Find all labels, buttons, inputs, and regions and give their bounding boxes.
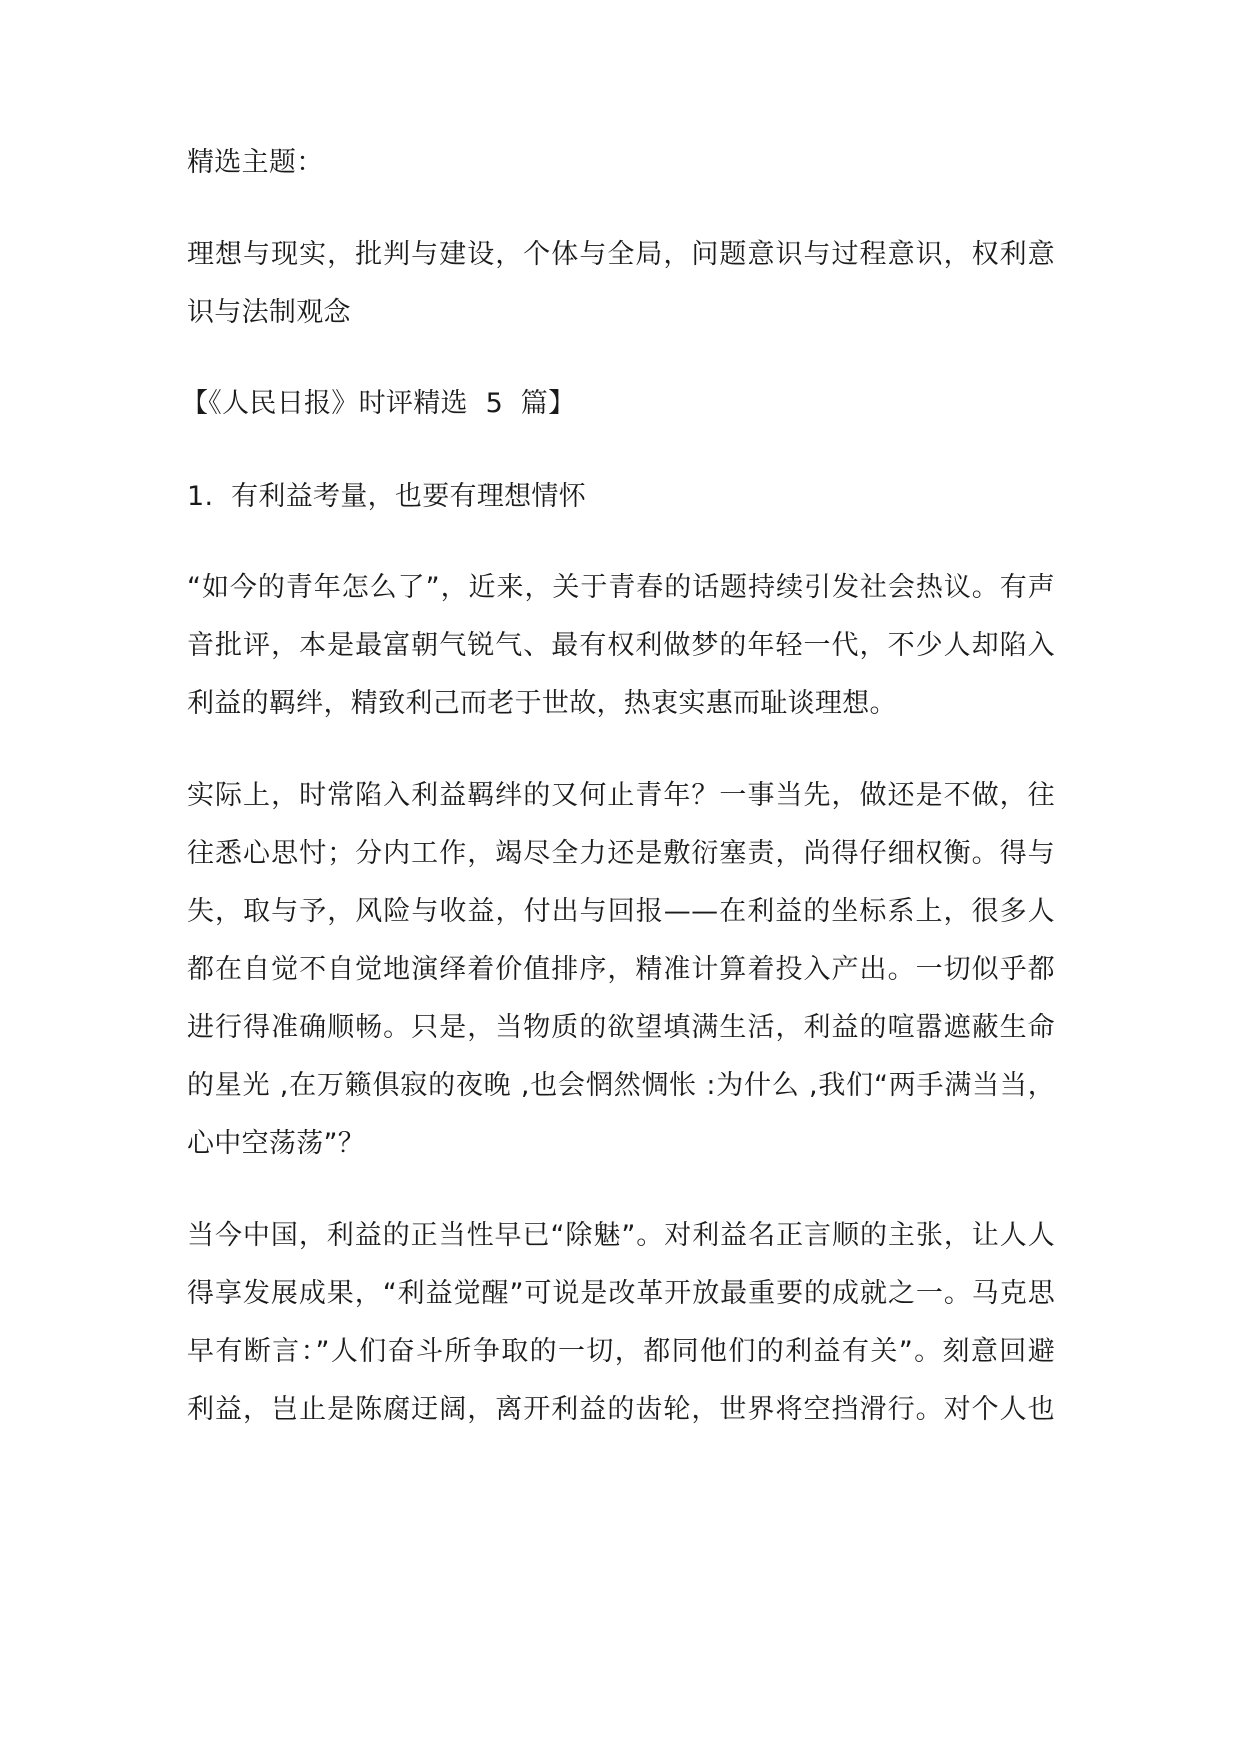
paragraph-2-line-3: 失，取与予，风险与收益，付出与回报——在利益的坐标系上，很多人 <box>187 896 1055 927</box>
paragraph-2-line-6: 的星光 ,在万籁俱寂的夜晚 ,也会惘然惆怅 :为什么 ,我们“两手满当当， <box>187 1070 1055 1101</box>
paragraph-2-line-5: 进行得准确顺畅。只是，当物质的欲望填满生活，利益的喧嚣遮蔽生命 <box>187 1012 1055 1043</box>
paragraph-2-line-1: 实际上，时常陷入利益羁绊的又何止青年？一事当先，做还是不做，往 <box>187 780 1055 811</box>
theme-heading: 精选主题： <box>187 147 324 178</box>
theme-line-2: 识与法制观念 <box>187 297 351 328</box>
paragraph-2-line-2: 往悉心思忖；分内工作，竭尽全力还是敷衍塞责，尚得仔细权衡。得与 <box>187 838 1055 869</box>
paragraph-1-line-3: 利益的羁绊，精致利己而老于世故，热衷实惠而耻谈理想。 <box>187 688 897 719</box>
paragraph-1-line-2: 音批评，本是最富朝气锐气、最有权利做梦的年轻一代，不少人却陷入 <box>187 630 1055 661</box>
paragraph-2-line-4: 都在自觉不自觉地演绎着价值排序，精准计算着投入产出。一切似乎都 <box>187 954 1055 985</box>
paragraph-3-line-1: 当今中国，利益的正当性早已“除魅”。对利益名正言顺的主张，让人人 <box>187 1220 1055 1251</box>
theme-line-1: 理想与现实，批判与建设，个体与全局，问题意识与过程意识，权利意 <box>187 239 1055 270</box>
collection-title: 【《人民日报》时评精选 5 篇】 <box>181 388 576 419</box>
paragraph-3-line-3: 早有断言：”人们奋斗所争取的一切，都同他们的利益有关”。刻意回避 <box>187 1336 1055 1367</box>
paragraph-2-line-7: 心中空荡荡”？ <box>187 1128 366 1159</box>
article-title: 1. 有利益考量，也要有理想情怀 <box>187 481 587 512</box>
paragraph-3-line-2: 得享发展成果，“利益觉醒”可说是改革开放最重要的成就之一。马克思 <box>187 1278 1055 1309</box>
paragraph-3-line-4: 利益，岂止是陈腐迂阔，离开利益的齿轮，世界将空挡滑行。对个人也 <box>187 1394 1055 1425</box>
paragraph-1-line-1: “如今的青年怎么了”，近来，关于青春的话题持续引发社会热议。有声 <box>187 572 1055 603</box>
